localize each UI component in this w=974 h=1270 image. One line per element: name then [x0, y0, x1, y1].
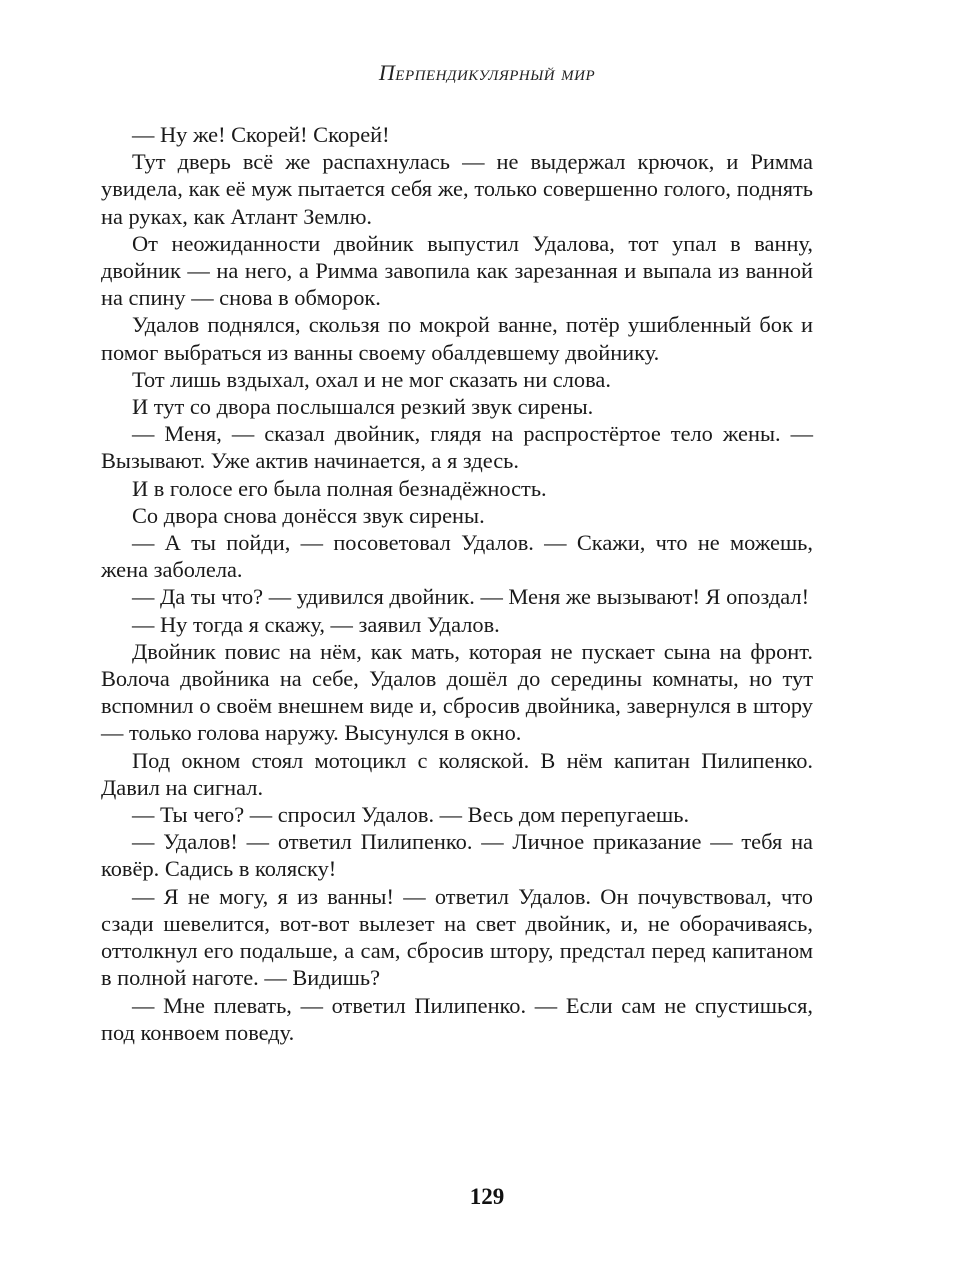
paragraph: — Меня, — сказал двойник, глядя на распростёртое тело жены. — Вызывают. Уже актив начинается, а я здесь.: [101, 421, 813, 474]
paragraph: — Ну тогда я скажу, — заявил Удалов.: [132, 611, 500, 637]
paragraph: Тут дверь всё же распахнулась — не выдержал крючок, и Римма увидела, как её муж пытается себя же, только совершенно голого, поднять на руках, как Атлант Землю.: [101, 149, 813, 229]
paragraph: — Ну же! Скорей! Скорей!: [132, 122, 390, 147]
paragraph: Тот лишь вздыхал, охал и не мог сказать ни слова.: [132, 366, 611, 392]
running-title: Перпендикулярный мир: [378, 60, 596, 85]
paragraph: — Да ты что? — удивился двойник. — Меня же вызывают! Я опоздал!: [132, 584, 810, 610]
paragraph: — Ты чего? — спросил Удалов. — Весь дом перепугаешь.: [132, 802, 690, 828]
body-text: [101, 121, 813, 1046]
paragraph: И в голосе его была полная безнадёжность.: [132, 475, 547, 501]
paragraph: Со двора снова донёсся звук сирены.: [132, 502, 485, 528]
paragraph: — Удалов! — ответил Пилипенко. — Личное приказание — тебя на ковёр. Садись в коляску!: [101, 829, 813, 882]
paragraph: И тут со двора послышался резкий звук сирены.: [132, 394, 594, 420]
paragraph: Удалов поднялся, скользя по мокрой ванне, потёр ушибленный бок и помог выбраться из ванны своему обалдевшему двойнику.: [101, 312, 813, 365]
paragraph: — Я не могу, я из ванны! — ответил Удалов. Он почувствовал, что сзади шевелится, вот-вот вылезет на свет двойник, и, не оборачиваясь, оттолкнул его подальше, а сам, сбросив штору, предстал перед капитаном в полной наготе. — Видишь?: [101, 883, 813, 991]
paragraph: Двойник повис на нём, как мать, которая не пускает сына на фронт. Волоча двойника на себе, Удалов дошёл до середины комнаты, но тут вспомнил о своём внешнем виде и, сбросив двойника, завернулся в штору — только голова наружу. Высунулся в окно.: [101, 638, 813, 746]
paragraph: От неожиданности двойник выпустил Удалова, тот упал в ванну, двойник — на него, а Римма завопила как зарезанная и выпала из ванной на спину — снова в обморок.: [101, 230, 813, 311]
paragraph: — А ты пойди, — посоветовал Удалов. — Скажи, что не можешь, жена заболела.: [101, 530, 813, 583]
paragraph: Под окном стоял мотоцикл с коляской. В нём капитан Пилипенко. Давил на сигнал.: [101, 747, 813, 800]
page-number: 129: [469, 1184, 505, 1209]
paragraph: — Мне плевать, — ответил Пилипенко. — Если сам не спустишься, под конвоем поведу.: [101, 992, 813, 1045]
